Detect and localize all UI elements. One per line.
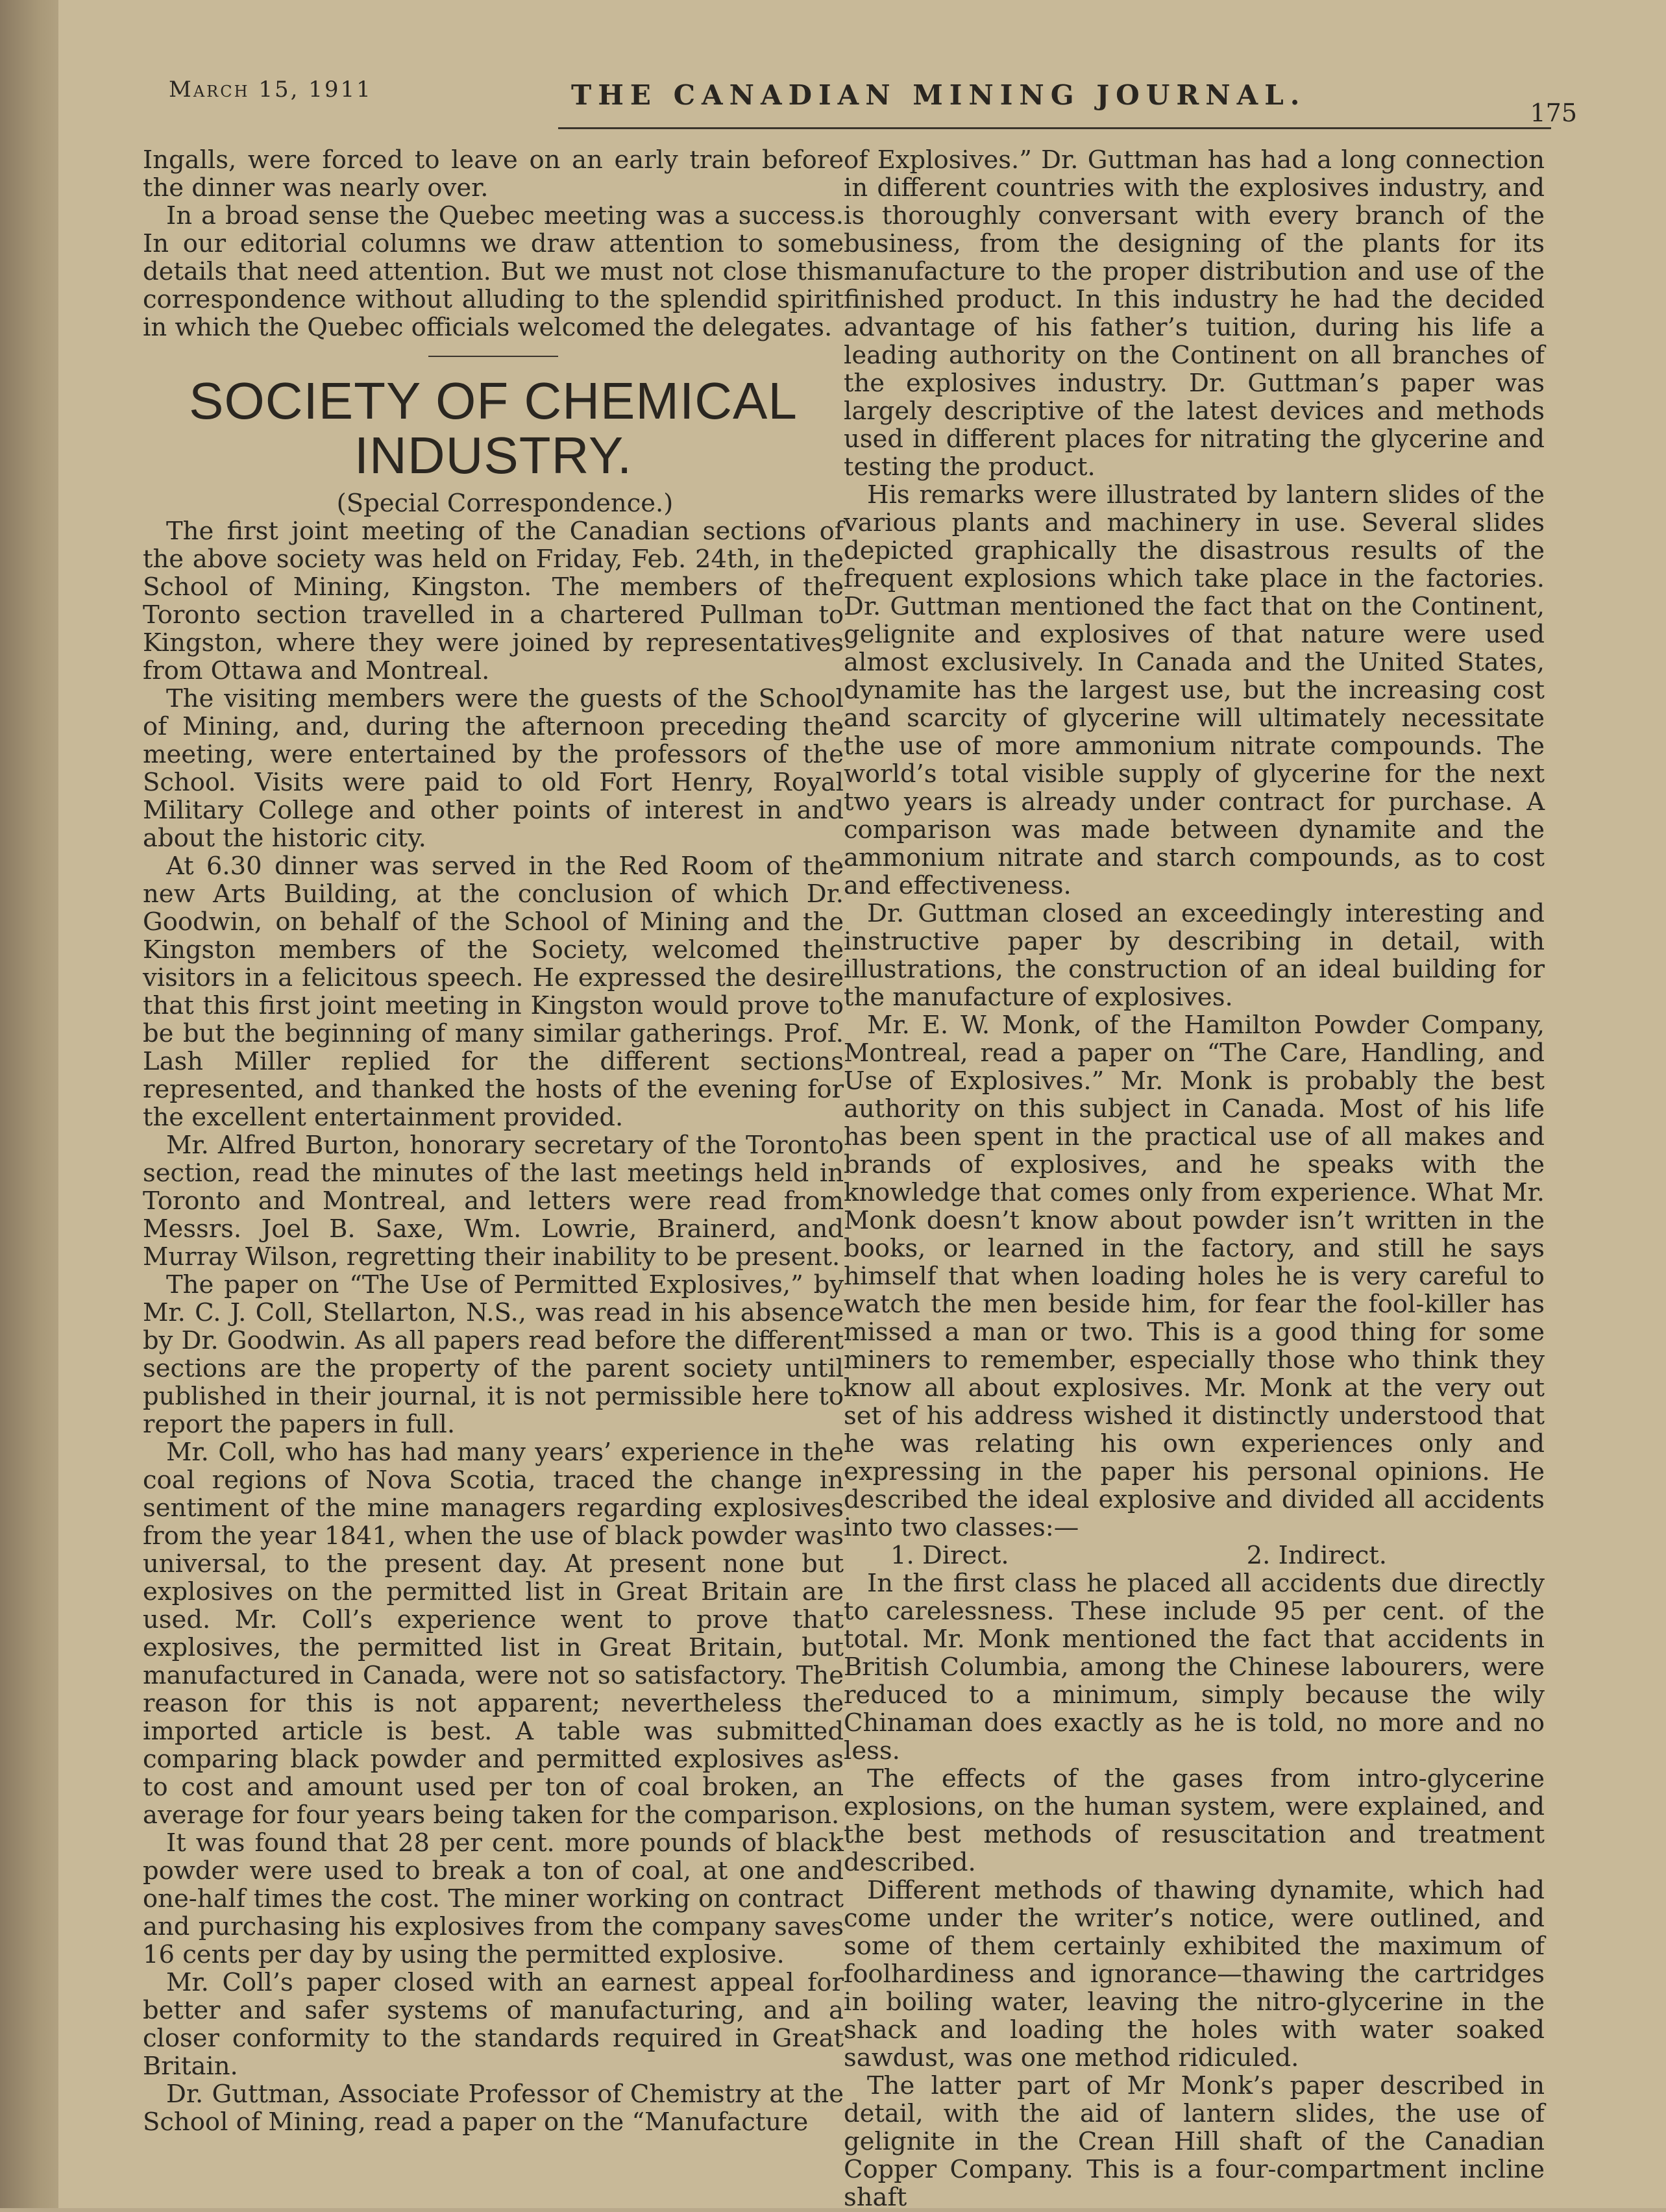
paragraph: Mr. Alfred Burton, honorary secretary of the Toronto section, read the minutes of the last meetings held in Toronto and Montreal, and letters were read from Messrs. Joel B. Saxe, Wm. Lowrie, Brainerd, and Murray Wilson, regretting their inability to be present. (143, 1131, 844, 1272)
accident-classes (844, 1542, 1545, 1569)
paragraph: Mr. Coll, who has had many years’ experience in the coal regions of Nova Scotia, traced the change in sentiment of the mine managers regarding explosives from the year 1841, when the use of black powder was universal, to the present day. At present none but explosives on the permitted list in Great Britain are used. Mr. Coll’s experience went to prove that explosives, the permitted list in Great Britain, but manufactured in Canada, were not so satisfactory. The reason for this is not apparent; nevertheless the imported article is best. A table was submitted comparing black powder and permitted explosives as to cost and amount used per ton of coal broken, an average for four years being taken for the comparison. (143, 1438, 844, 1830)
class-direct: 1. Direct. (890, 1541, 1009, 1570)
paragraph: His remarks were illustrated by lantern slides of the various plants and machinery in use. Several slides depicted graphically the disastrous results of the frequent explosions which take place in the factories. Dr. Guttman mentioned the fact that on the Continent, gelignite and explosives of that nature were used almost exclusively. In Canada and the United States, dynamite has the largest use, but the increasing cost and scarcity of glycerine will ultimately necessitate the use of more ammonium nitrate compounds. The world’s total visible supply of glycerine for the next two years is already under contract for purchase. A comparison was made between dynamite and the ammonium nitrate and starch compounds, as to cost and effectiveness. (844, 480, 1545, 900)
page-header (169, 71, 1577, 130)
paragraph: of Explosives.” Dr. Guttman has had a long connection in different countries with the explosives industry, and is thoroughly conversant with every branch of the business, from the designing of the plants for its manufacture to the proper distribution and use of the finished product. In this industry he had the decided advantage of his father’s tuition, during his life a leading authority on the Continent on all branches of the explosives industry. Dr. Guttman’s paper was largely descriptive of the latest devices and methods used in different places for nitrating the glycerine and testing the product. (844, 145, 1545, 482)
paragraph: Dr. Guttman closed an exceedingly interesting and instructive paper by describing in detail, with illustrations, the construction of an ideal building for the manufacture of explosives. (844, 899, 1545, 1012)
paragraph: Ingalls, were forced to leave on an early train before the dinner was nearly over. (143, 145, 844, 203)
paragraph: The latter part of Mr Monk’s paper described in detail, with the aid of lantern slides, the use of gelignite in the Crean Hill shaft of the Canadian Copper Company. This is a four-compartment incline shaft (844, 2071, 1545, 2212)
paragraph: It was found that 28 per cent. more pounds of black powder were used to break a ton of coal, at one and one-half times the cost. The miner working on contract and purchasing his explosives from the company saves 16 cents per day by using the permitted explosive. (143, 1828, 844, 1969)
paragraph: Mr. Coll’s paper closed with an earnest appeal for better and safer systems of manufacturing, and a closer conformity to the standards required in Great Britain. (143, 1968, 844, 2081)
class-indirect: 2. Indirect. (1246, 1541, 1388, 1570)
left-column (143, 146, 844, 2136)
paragraph: In a broad sense the Quebec meeting was a success. In our editorial columns we draw attention to some details that need attention. But we must not close this correspondence without alluding to the splendid spirit in which the Quebec officials welcomed the delegates. (143, 201, 844, 342)
paragraph: The paper on “The Use of Permitted Explosives,” by Mr. C. J. Coll, Stellarton, N.S., was read in his absence by Dr. Goodwin. As all papers read before the different sections are the property of the parent society until published in their journal, it is not permissible here to report the papers in full. (143, 1270, 844, 1439)
header-rule (558, 127, 1551, 129)
section-divider (428, 356, 558, 357)
journal-title: THE CANADIAN MINING JOURNAL. (571, 79, 1306, 111)
paragraph: The effects of the gases from intro-glycerine explosions, on the human system, were explained, and the best methods of resuscitation and treatment described. (844, 1764, 1545, 1877)
page-number: 175 (1530, 99, 1577, 127)
right-column (844, 146, 1545, 2211)
issue-date: March 15, 1911 (169, 77, 373, 103)
paragraph: In the first class he placed all accidents due directly to carelessness. These include 95 per cent. of the total. Mr. Monk mentioned the fact that accidents in British Columbia, among the Chinese labourers, were reduced to a minimum, simply because the wily Chinaman does exactly as he is told, no more and no less. (844, 1569, 1545, 1765)
article-heading: SOCIETY OF CHEMICAL INDUSTRY. (189, 372, 798, 484)
paragraph: At 6.30 dinner was served in the Red Room of the new Arts Building, at the conclusion of which Dr. Goodwin, on behalf of the School of Mining and the Kingston members of the Society, welcomed the visitors in a felicitous speech. He expressed the desire that this first joint meeting in Kingston would prove to be but the beginning of many similar gatherings. Prof. Lash Miller replied for the different sections represented, and thanked the hosts of the evening for the excellent entertainment provided. (143, 852, 844, 1132)
paragraph: Different methods of thawing dynamite, which had come under the writer’s notice, were outlined, and some of them certainly exhibited the maximum of foolhardiness and ignorance—thawing the cartridges in boiling water, leaving the nitro-glycerine in the shack and loading the holes with water soaked sawdust, was one method ridiculed. (844, 1876, 1545, 2072)
paragraph: The visiting members were the guests of the School of Mining, and, during the afternoon preceding the meeting, were entertained by the professors of the School. Visits were paid to old Fort Henry, Royal Military College and other points of interest in and about the historic city. (143, 684, 844, 853)
paragraph: Dr. Guttman, Associate Professor of Chemistry at the School of Mining, read a paper on the “Manufacture (143, 2080, 844, 2137)
special-correspondence: (Special Correspondence.) (336, 489, 674, 518)
paragraph: The first joint meeting of the Canadian sections of the above society was held on Friday, Feb. 24th, in the School of Mining, Kingston. The members of the Toronto section travelled in a chartered Pullman to Kingston, where they were joined by representatives from Ottawa and Montreal. (143, 517, 844, 685)
paragraph: Mr. E. W. Monk, of the Hamilton Powder Company, Montreal, read a paper on “The Care, Handling, and Use of Explosives.” Mr. Monk is probably the best authority on this subject in Canada. Most of his life has been spent in the practical use of all makes and brands of explosives, and he speaks with the knowledge that comes only from experience. What Mr. Monk doesn’t know about powder isn’t written in the books, or learned in the factory, and still he says himself that when loading holes he is very careful to watch the men beside him, for fear the fool-killer has missed a man or two. This is a good thing for some miners to remember, especially those who think they know all about explosives. Mr. Monk at the very out set of his address wished it distinctly understood that he was relating his own experiences only and expressing in the paper his personal opinions. He described the ideal explosive and divided all accidents into two classes:— (844, 1011, 1545, 1542)
